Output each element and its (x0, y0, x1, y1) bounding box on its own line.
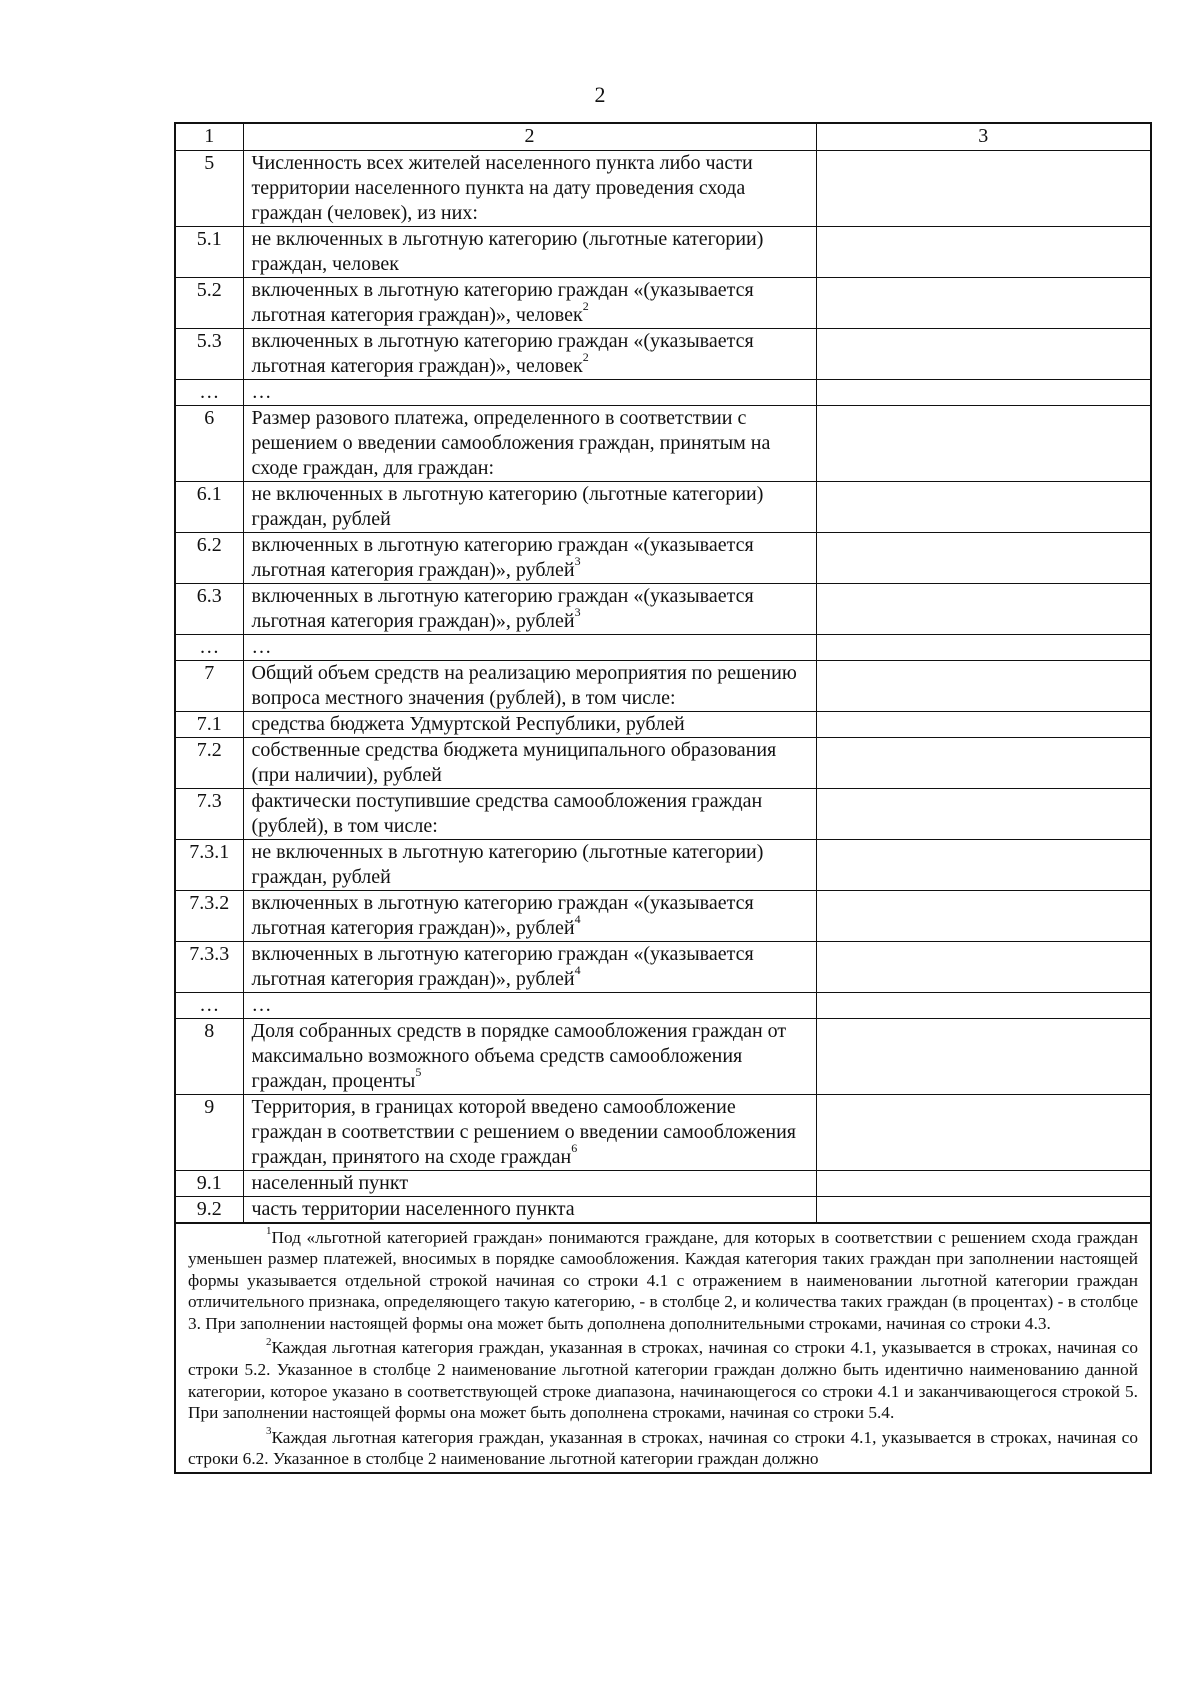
footnote (188, 1224, 1138, 1335)
row-number: 6 (176, 405, 243, 481)
row-value[interactable] (816, 737, 1150, 788)
row-label-cell (243, 481, 816, 532)
row-label-cell (243, 1094, 816, 1170)
row-label: не включенных в льготную категорию (льготные категории) граждан, рублей (251, 840, 764, 888)
row-label: включенных в льготную категорию граждан «(указывается льготная категория граждан)», рублей (251, 942, 754, 990)
row-number: 7.3 (176, 788, 243, 839)
row-value[interactable] (816, 379, 1150, 405)
row-value[interactable] (816, 583, 1150, 634)
row-value[interactable] (816, 277, 1150, 328)
row-label: … (251, 380, 272, 403)
row-label-cell (243, 660, 816, 711)
header-col-2: 2 (243, 124, 816, 150)
row-label: не включенных в льготную категорию (льготные категории) граждан, рублей (251, 482, 764, 530)
row-number: 8 (176, 1018, 243, 1094)
footnote-ref: 3 (574, 604, 581, 619)
row-value[interactable] (816, 481, 1150, 532)
footnote-text: Каждая льготная категория граждан, указанная в строках, начиная со строки 4.1, указывается в строках, начиная со строки 6.2. Указанное в столбце 2 наименование льготной категории граждан должно (188, 1427, 1138, 1469)
report-table (176, 124, 1150, 1223)
table-row (176, 941, 1150, 992)
row-label: Доля собранных средств в порядке самообложения граждан от максимально возможного объема средств самообложения граждан, проценты (251, 1019, 787, 1092)
table-row (176, 1018, 1150, 1094)
table-row (176, 660, 1150, 711)
row-label-cell (243, 1196, 816, 1222)
row-number: 7.2 (176, 737, 243, 788)
row-value[interactable] (816, 941, 1150, 992)
row-value[interactable] (816, 226, 1150, 277)
table-row (176, 277, 1150, 328)
row-label-cell (243, 1170, 816, 1196)
row-label: Общий объем средств на реализацию мероприятия по решению вопроса местного значения (рублей), в том числе: (251, 661, 797, 709)
row-value[interactable] (816, 890, 1150, 941)
row-number: … (176, 992, 243, 1018)
row-number: 9 (176, 1094, 243, 1170)
table-row (176, 405, 1150, 481)
row-number: … (176, 379, 243, 405)
footnote-mark: 1 (266, 1224, 272, 1237)
table-row (176, 711, 1150, 737)
row-value[interactable] (816, 1018, 1150, 1094)
row-value[interactable] (816, 532, 1150, 583)
form-frame (174, 122, 1152, 1474)
row-label: … (251, 993, 272, 1016)
row-label: Численность всех жителей населенного пункта либо части территории населенного пункта на дату проведения схода граждан (человек), из них: (251, 151, 753, 224)
footnote-mark: 2 (266, 1335, 272, 1348)
row-number: 7.1 (176, 711, 243, 737)
footnote-ref: 2 (582, 298, 589, 313)
row-label-cell (243, 711, 816, 737)
table-row (176, 1170, 1150, 1196)
row-label-cell (243, 634, 816, 660)
row-number: 9.2 (176, 1196, 243, 1222)
footnote (188, 1337, 1138, 1423)
row-label-cell (243, 839, 816, 890)
footnote-ref: 2 (582, 349, 589, 364)
row-label-cell (243, 583, 816, 634)
row-value[interactable] (816, 660, 1150, 711)
row-label: включенных в льготную категорию граждан «(указывается льготная категория граждан)», человек (251, 278, 754, 326)
row-number: 7 (176, 660, 243, 711)
row-number: 9.1 (176, 1170, 243, 1196)
table-row (176, 532, 1150, 583)
footnotes (176, 1223, 1150, 1473)
row-value[interactable] (816, 992, 1150, 1018)
header-col-3: 3 (816, 124, 1150, 150)
row-label: Территория, в границах которой введено самообложение граждан в соответствии с решением о введении самообложения граждан, принятого на сходе граждан (251, 1095, 796, 1168)
row-number: 7.3.1 (176, 839, 243, 890)
header-row (176, 124, 1150, 150)
row-label-cell (243, 379, 816, 405)
row-number: 6.1 (176, 481, 243, 532)
row-label-cell (243, 1018, 816, 1094)
footnote-text: Каждая льготная категория граждан, указанная в строках, начиная со строки 4.1, указывается в строках, начиная со строки 5.2. Указанное в столбце 2 наименование льготной категории граждан должно быть идентично наименованию данной категории, которое указано в соответствующей строке диапазона, начинающегося со строки 4.1 и заканчивающегося строкой 5. При заполнении настоящей формы она может быть дополнена строками, начиная со строки 5.4. (188, 1338, 1138, 1423)
footnote-text: Под «льготной категорией граждан» понимаются граждане, для которых в соответствии с решением схода граждан уменьшен размер платежей, вносимых в порядке самообложения. Каждая категория таких граждан при заполнении настоящей формы указывается отдельной строкой начиная со строки 4.1 с отражением в наименовании льготной категории граждан отличительного признака, определяющего такую категорию, - в столбце 2, и количества таких граждан (в процентах) - в столбце 3. При заполнении настоящей формы она может быть дополнена дополнительными строками, начиная со строки 4.3. (188, 1227, 1138, 1333)
row-number: 6.2 (176, 532, 243, 583)
row-label: включенных в льготную категорию граждан «(указывается льготная категория граждан)», рублей (251, 584, 754, 632)
table-row (176, 737, 1150, 788)
row-value[interactable] (816, 839, 1150, 890)
table-row (176, 150, 1150, 226)
row-number: 7.3.3 (176, 941, 243, 992)
table-row (176, 839, 1150, 890)
row-label: Размер разового платежа, определенного в соответствии с решением о введении самообложения граждан, принятым на сходе граждан, для граждан: (251, 406, 771, 479)
row-label: средства бюджета Удмуртской Республики, рублей (251, 712, 685, 735)
row-value[interactable] (816, 711, 1150, 737)
table-body (176, 124, 1150, 1222)
row-value[interactable] (816, 405, 1150, 481)
row-label-cell (243, 737, 816, 788)
table-row (176, 379, 1150, 405)
row-label-cell (243, 328, 816, 379)
table-row (176, 226, 1150, 277)
row-label: населенный пункт (251, 1171, 409, 1194)
row-label: часть территории населенного пункта (251, 1197, 575, 1220)
row-label-cell (243, 226, 816, 277)
footnote-ref: 5 (415, 1064, 422, 1079)
table-row (176, 481, 1150, 532)
header-col-1: 1 (176, 124, 243, 150)
row-label: включенных в льготную категорию граждан «(указывается льготная категория граждан)», рублей (251, 891, 754, 939)
row-value[interactable] (816, 328, 1150, 379)
row-label: включенных в льготную категорию граждан «(указывается льготная категория граждан)», рублей (251, 533, 754, 581)
row-label: … (251, 635, 272, 658)
row-number: … (176, 634, 243, 660)
row-number: 6.3 (176, 583, 243, 634)
row-label: собственные средства бюджета муниципального образования (при наличии), рублей (251, 738, 777, 786)
footnote-ref: 4 (574, 962, 581, 977)
table-row (176, 1196, 1150, 1222)
row-label: не включенных в льготную категорию (льготные категории) граждан, человек (251, 227, 764, 275)
row-number: 5 (176, 150, 243, 226)
row-label-cell (243, 941, 816, 992)
row-label-cell (243, 532, 816, 583)
row-value[interactable] (816, 1196, 1150, 1222)
row-label-cell (243, 992, 816, 1018)
row-label-cell (243, 277, 816, 328)
footnote-mark: 3 (266, 1425, 272, 1438)
table-row (176, 634, 1150, 660)
row-number: 5.2 (176, 277, 243, 328)
row-number: 7.3.2 (176, 890, 243, 941)
table-row (176, 1094, 1150, 1170)
footnote-ref: 3 (574, 553, 581, 568)
table-row (176, 583, 1150, 634)
row-label-cell (243, 405, 816, 481)
footnote (188, 1427, 1138, 1470)
row-number: 5.1 (176, 226, 243, 277)
row-value[interactable] (816, 788, 1150, 839)
table-row (176, 890, 1150, 941)
footnote-ref: 6 (571, 1140, 578, 1155)
footnote-ref: 4 (574, 911, 581, 926)
row-label-cell (243, 788, 816, 839)
row-label-cell (243, 890, 816, 941)
table-row (176, 788, 1150, 839)
page-number: 2 (594, 82, 606, 107)
row-value[interactable] (816, 1170, 1150, 1196)
row-label: фактически поступившие средства самообложения граждан (рублей), в том числе: (251, 789, 763, 837)
row-label-cell (243, 150, 816, 226)
table-row (176, 328, 1150, 379)
row-value[interactable] (816, 1094, 1150, 1170)
row-value[interactable] (816, 150, 1150, 226)
row-value[interactable] (816, 634, 1150, 660)
row-number: 5.3 (176, 328, 243, 379)
row-label: включенных в льготную категорию граждан «(указывается льготная категория граждан)», человек (251, 329, 754, 377)
table-row (176, 992, 1150, 1018)
